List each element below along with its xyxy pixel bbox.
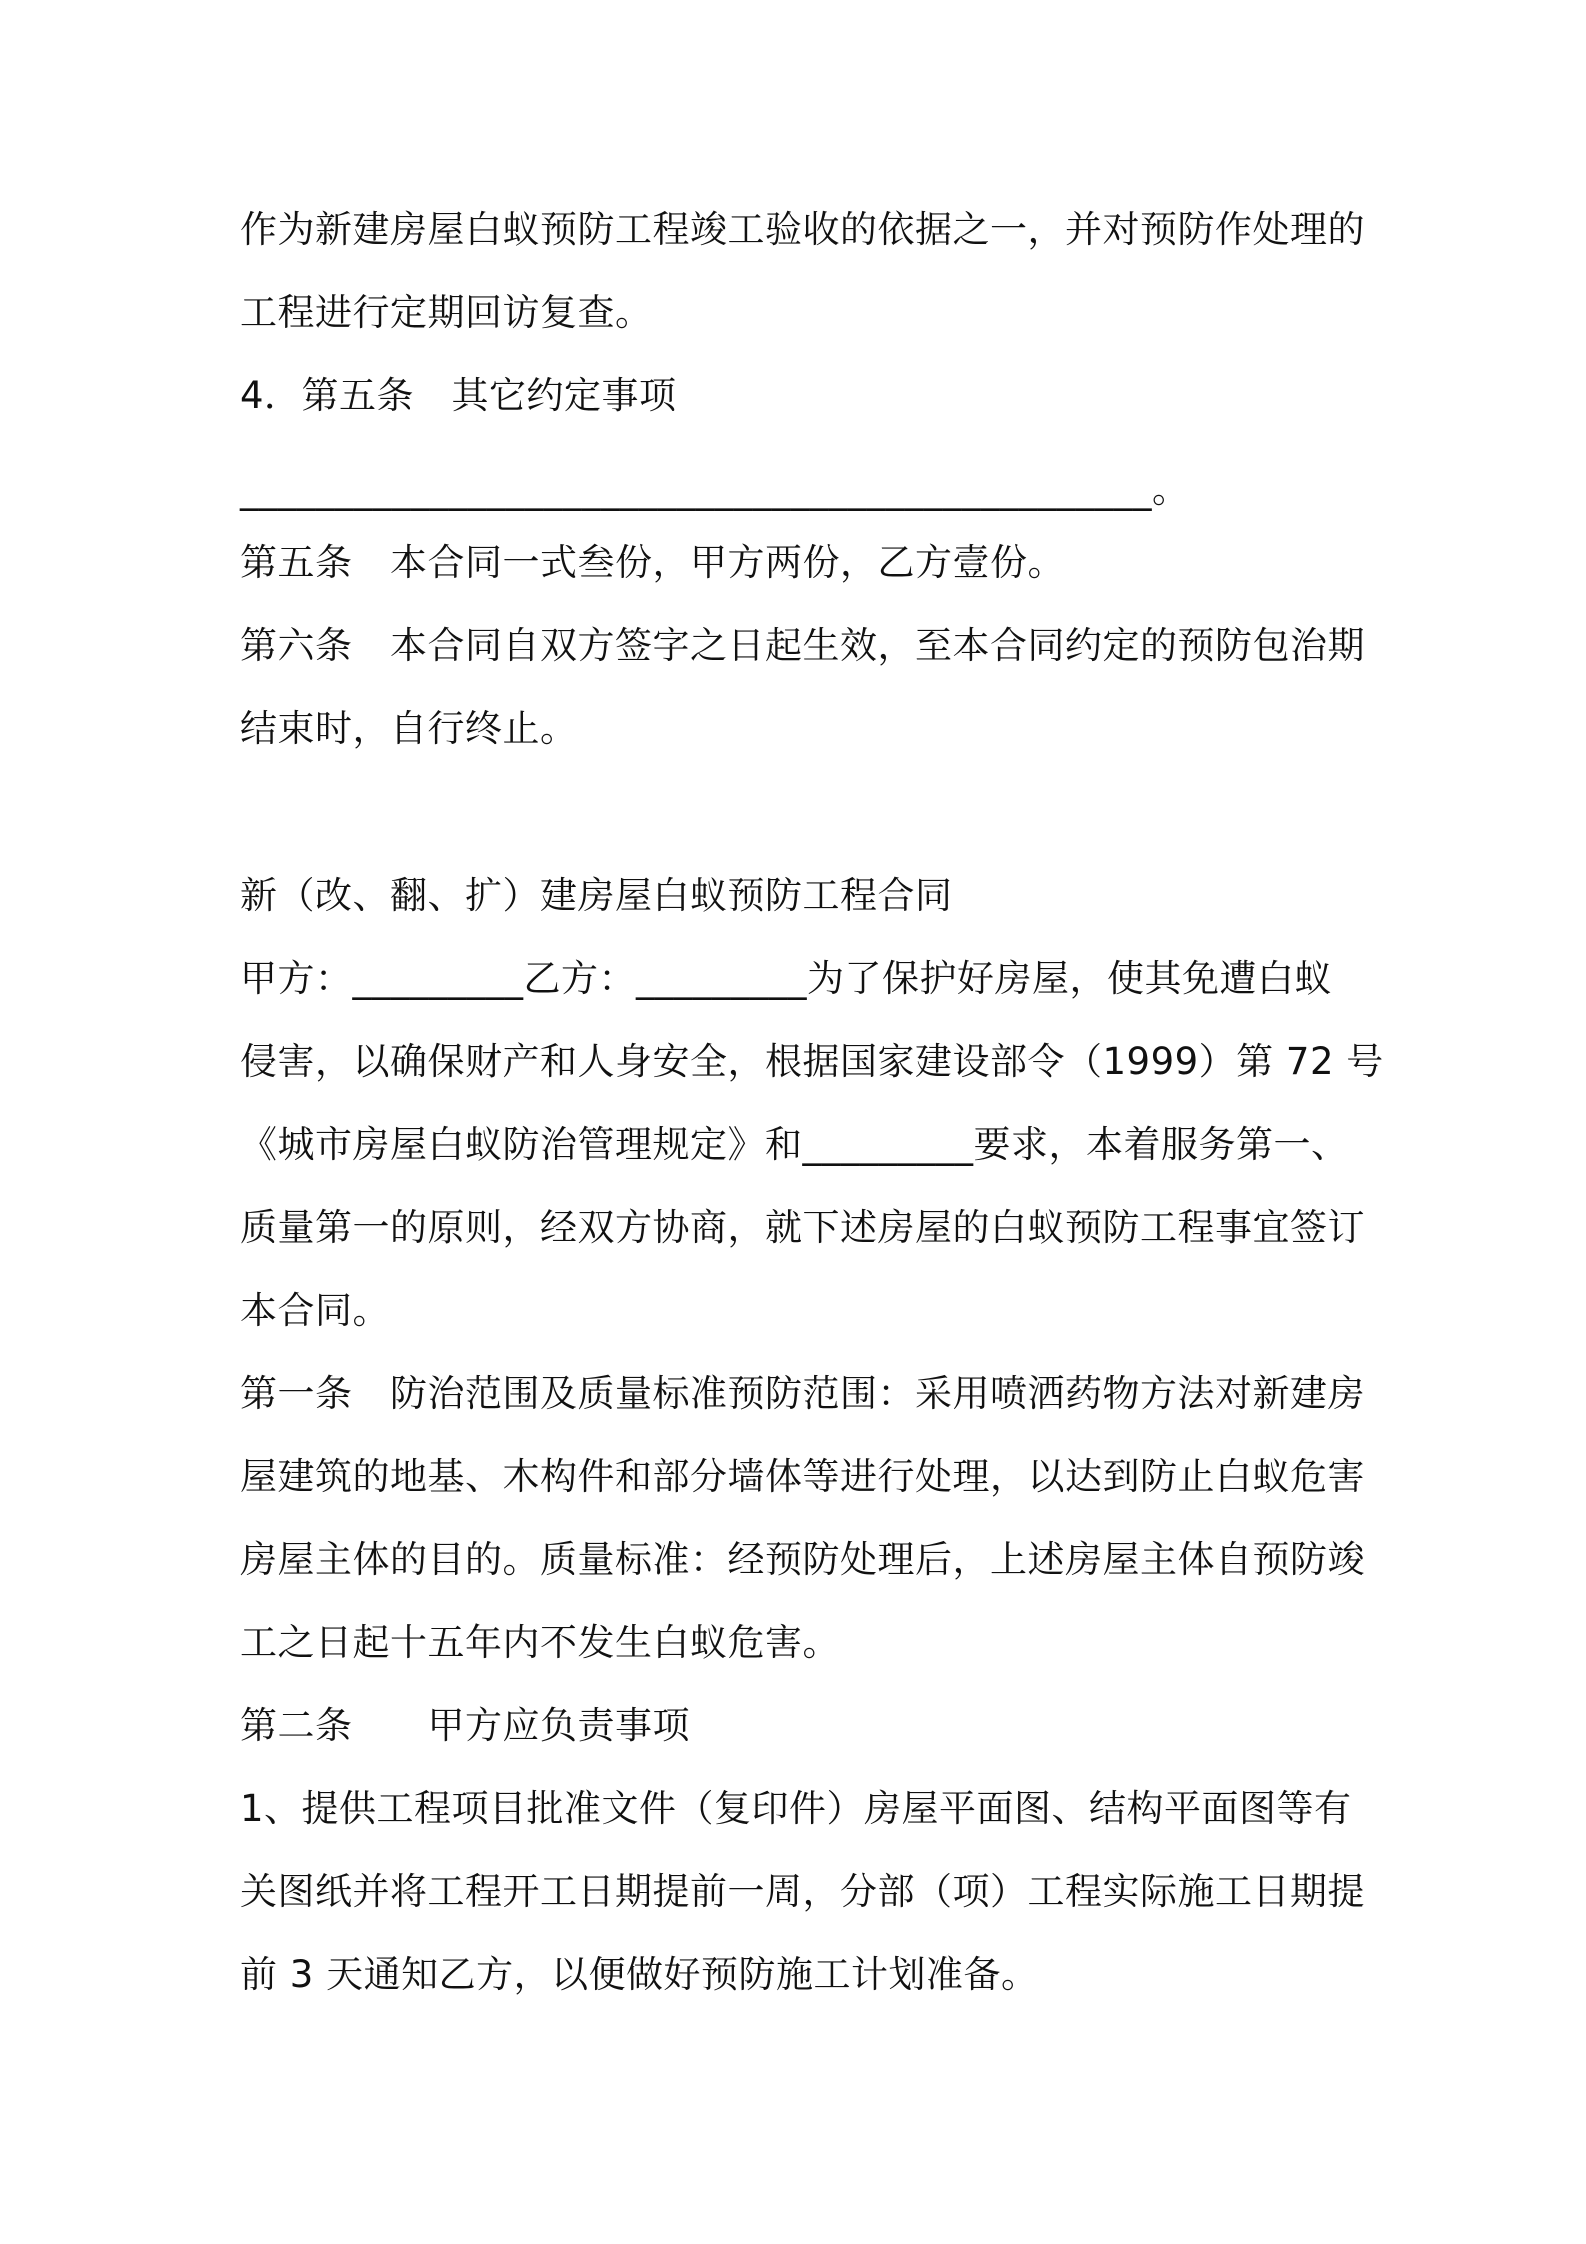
text-line: 第二条 甲方应负责事项 (240, 1704, 690, 1747)
text-line: 作为新建房屋白蚁预防工程竣工验收的依据之一，并对预防作处理的 (240, 208, 1365, 251)
text-line: 质量第一的原则，经双方协商，就下述房屋的白蚁预防工程事宜签订 (240, 1206, 1365, 1249)
text-line: 第一条 防治范围及质量标准预防范围：采用喷洒药物方法对新建房 (240, 1372, 1365, 1415)
text-line: 工程进行定期回访复查。 (240, 291, 653, 334)
text-line: 第六条 本合同自双方签字之日起生效，至本合同约定的预防包治期 (240, 624, 1365, 667)
text-line: 4．第五条 其它约定事项 (240, 374, 677, 417)
blank-fill-line: ________________________________________________。 (240, 468, 1190, 511)
contract-title: 新（改、翻、扩）建房屋白蚁预防工程合同 (240, 874, 953, 917)
text-line: 本合同。 (240, 1289, 390, 1332)
text-line: 房屋主体的目的。质量标准：经预防处理后，上述房屋主体自预防竣 (240, 1538, 1365, 1581)
text-line: 《城市房屋白蚁防治管理规定》和_________要求，本着服务第一、 (240, 1123, 1349, 1166)
text-line: 屋建筑的地基、木构件和部分墙体等进行处理，以达到防止白蚁危害 (240, 1455, 1365, 1498)
text-line: 结束时，自行终止。 (240, 707, 578, 750)
text-line: 侵害，以确保财产和人身安全，根据国家建设部令（1999）第 72 号 (240, 1040, 1384, 1083)
text-line: 工之日起十五年内不发生白蚁危害。 (240, 1621, 840, 1664)
text-line: 甲方：_________乙方：_________为了保护好房屋，使其免遭白蚁 (240, 957, 1332, 1000)
text-line: 1、提供工程项目批准文件（复印件）房屋平面图、结构平面图等有 (240, 1787, 1352, 1830)
text-line: 第五条 本合同一式叁份，甲方两份，乙方壹份。 (240, 541, 1065, 584)
text-line: 前 3 天通知乙方，以便做好预防施工计划准备。 (240, 1953, 1039, 1996)
text-line: 关图纸并将工程开工日期提前一周，分部（项）工程实际施工日期提 (240, 1870, 1365, 1913)
